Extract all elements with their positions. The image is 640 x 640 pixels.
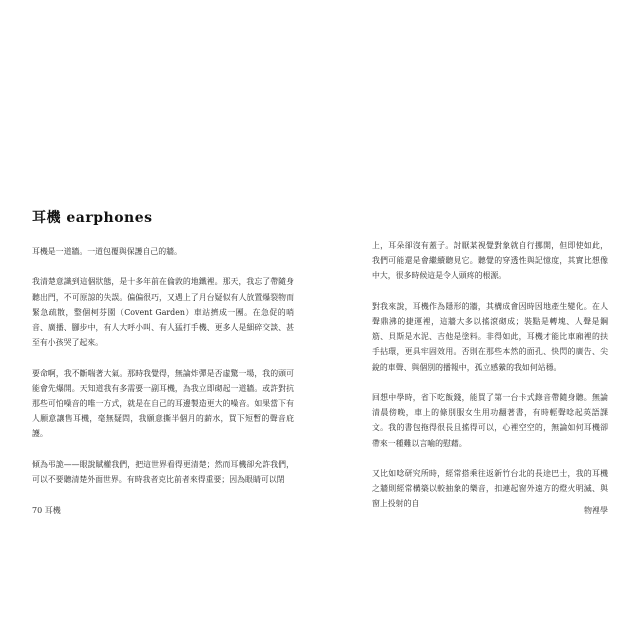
- paragraph: 對我來說，耳機作為隱形的牆，其構成會因時因地產生變化。在人聲鼎沸的捷運裡，這牆大多以搖滾砌成；裝點是轉塊、人聲是鋼筋、貝斯是水泥、吉他是塗料。非得如此，耳機才能比車廂裡的扶手拈環，更具牢固效用。否則在那些本然的面孔、快閃的廣告、尖銳的車聲、與個別的播報中，孤立感縈的我如何站穩。: [372, 301, 608, 372]
- right-text-column: [372, 238, 608, 527]
- paragraph: 回想中學時，省下吃飯錢，能買了第一台卡式錄音帶隨身聽。無論清晨傍晚，車上的條別服女生用功翻著書，有時輕聲唸起英語課文。我的書包拖得很長且搖得可以，心裡空空的，無論如何耳機卻帶來一種難以言喻的慰藉。: [372, 393, 608, 448]
- paragraph: 傾為弔詭——眼說賦權我們，把這世界看得更清楚；然而耳機卻允許我們，可以不要聽清楚外面世界。有時我者克比前者來得重要；因為眼睛可以閉: [32, 459, 294, 484]
- paragraph: 又比如唸研究所時，經常搭乘往返新竹台北的長途巴士，我的耳機之牆則經常構築以較抽象的樂音，扣連起窗外遠方的燈火明滅、與窗上投射的自: [372, 469, 608, 509]
- paragraph: 要命啊，我不斷喘著大氣。那時我覺得，無論炸彈是否虛驚一場，我的頭可能會先爆開。天知道我有多需要一副耳機，為我立即砌起一道牆。或許對抗那些可怕噪音的唯一方式，就是在自己的耳邊製造更大的噪音。如果當下有人願意讓售耳機，毫無疑問，我願意撕半個月的薪水，買下短暫的聲音庇護。: [32, 368, 294, 439]
- chapter-title: 耳機 earphones: [32, 210, 153, 226]
- paragraph: 耳機是一道牆。一道包覆與保護自己的牆。: [32, 247, 182, 256]
- paragraph: 我清楚意識到這個狀態，是十多年前在倫敦的地鐵裡。那天，我忘了帶隨身聽出門，不可原諒的失誤。偏偏很巧，又遇上了月台疑似有人放置爆裂物而緊急疏散，整個柯芬園（Covent Garden）車站擠成一團。在急促的哨音、廣播、腳步中，有人大呼小叫、有人猛打手機、更多人是細碎交談、甚至有小孩哭了起來。: [32, 277, 294, 348]
- paragraph: 上，耳朵卻沒有蓋子。討厭某視覺對象就自行挪開，但即使如此，我們可能還是會繼續聽見它。聽覺的穿透性與記憶度，其實比想像中大，很多時候這是令人頭疼的根源。: [372, 241, 608, 281]
- page-number-left: 70 耳機: [32, 506, 61, 515]
- left-text-column: [32, 207, 294, 502]
- running-footer-right: 物裡學: [584, 506, 608, 515]
